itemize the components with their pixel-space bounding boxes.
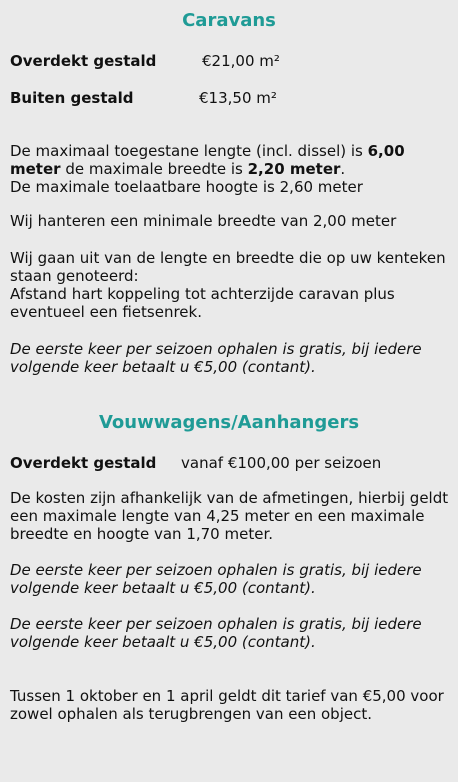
caravan-min-width: Wij hanteren een minimale breedte van 2,00 meter [10, 212, 397, 230]
caravan-dimensions [10, 142, 454, 196]
caravan-outdoor-label: Buiten gestald [10, 89, 134, 107]
folding-heading: Vouwwagens/Aanhangers [98, 412, 360, 433]
caravan-indoor-label: Overdekt gestald [10, 52, 157, 70]
folding-pickup-note-2: De eerste keer per seizoen ophalen is gratis, bij iedere volgende keer betaalt u €5,00 (contant). [10, 615, 422, 651]
folding-costs: De kosten zijn afhankelijk van de afmetingen, hierbij geldt een maximale lengte van 4,25 meter en een maximale breedte en hoogte van 1,70 meter. [10, 489, 449, 543]
caravan-outdoor-price: €13,50 m² [199, 89, 277, 107]
dimensions-text-3: . [340, 160, 346, 178]
max-width-value: 2,20 meter [247, 160, 341, 178]
dimensions-text-2: de maximale breedte is [60, 160, 248, 178]
measurement-text: Afstand hart koppeling tot achterzijde caravan plus eventueel een fietsenrek. [10, 285, 395, 321]
caravan-indoor-price: €21,00 m² [202, 52, 280, 70]
caravan-pickup-note: De eerste keer per seizoen ophalen is gratis, bij iedere volgende keer betaalt u €5,00 (contant). [10, 340, 422, 376]
caravan-registration [10, 249, 454, 321]
winter-note: Tussen 1 oktober en 1 april geldt dit tarief van €5,00 voor zowel ophalen als terugbrengen van een object. [10, 687, 444, 723]
registration-text: Wij gaan uit van de lengte en breedte die op uw kenteken staan genoteerd: [10, 249, 446, 285]
folding-indoor-price: vanaf €100,00 per seizoen [181, 454, 382, 472]
max-height-text: De maximale toelaatbare hoogte is 2,60 meter [10, 178, 363, 196]
dimensions-text-1: De maximaal toegestane lengte (incl. dissel) is [10, 142, 368, 160]
max-length-value: 6,00 meter [10, 142, 405, 178]
folding-indoor-label: Overdekt gestald [10, 454, 157, 472]
folding-pickup-note-1: De eerste keer per seizoen ophalen is gratis, bij iedere volgende keer betaalt u €5,00 (contant). [10, 561, 422, 597]
caravans-heading: Caravans [182, 10, 276, 31]
